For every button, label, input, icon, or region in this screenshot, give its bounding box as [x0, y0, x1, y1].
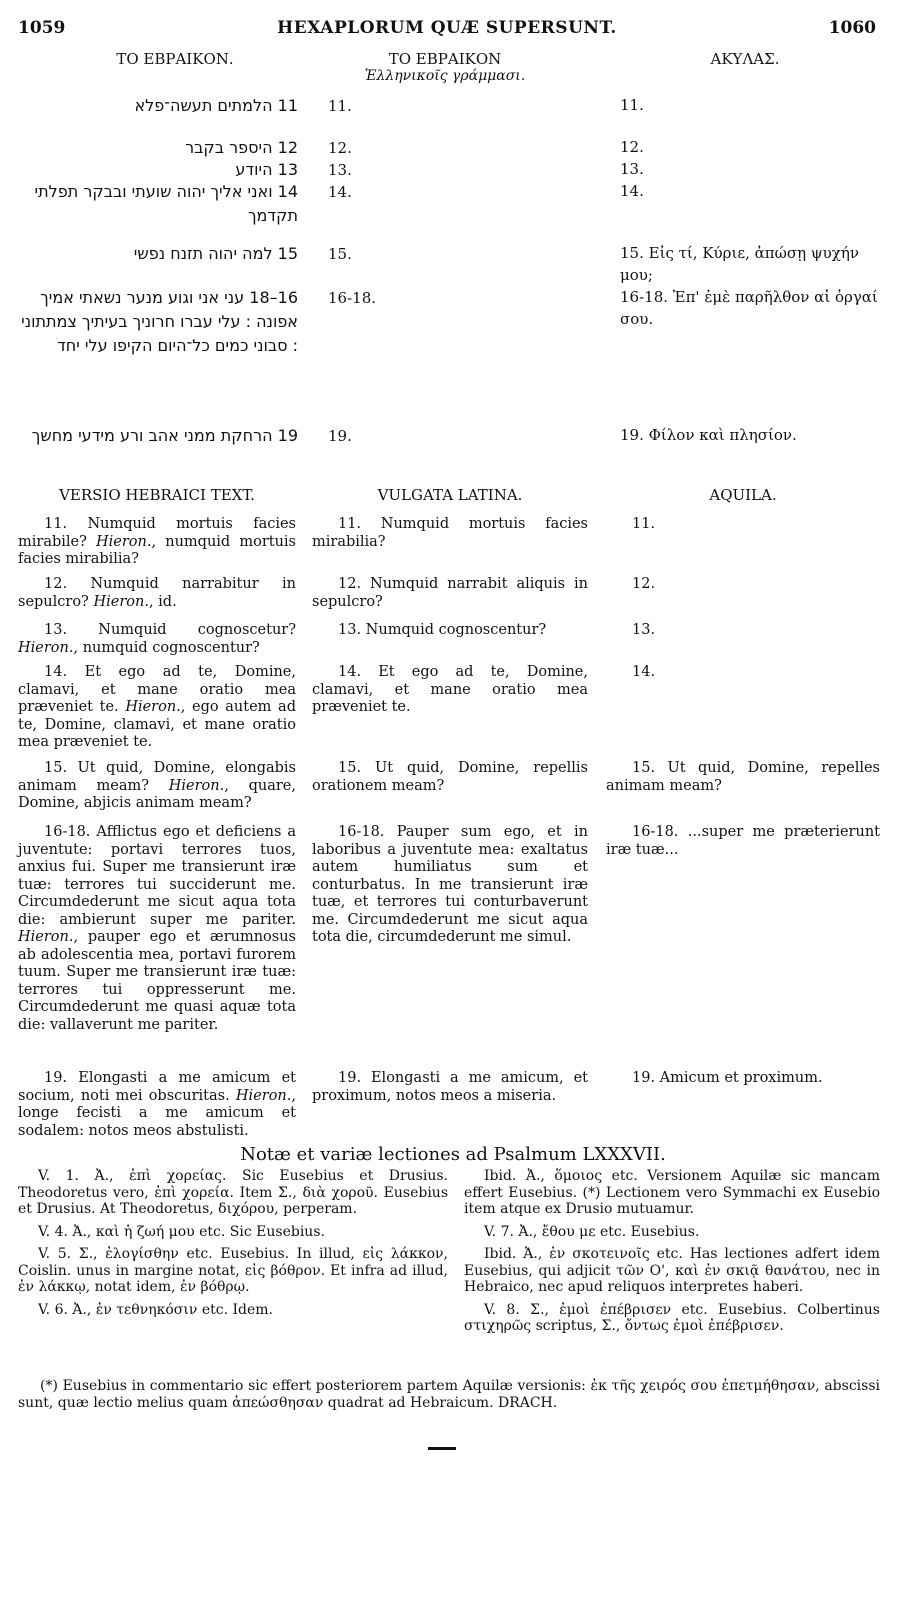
vulgata-verse: 14. Et ego ad te, Domine, clamavi, et mane oratio mea præveniet te. [312, 664, 588, 715]
hebrew-verse: 11 הלמתים תעשה־פלא [134, 96, 298, 115]
hebrew-verse: 19 הרחקת ממני אהב ורע מידעי מחשך [31, 426, 298, 445]
hebrew-verse: 12 היספר בקבר [185, 138, 298, 157]
aquila-latin-verse: 13. [632, 622, 656, 638]
aquila-latin-verse: 14. [632, 664, 656, 680]
note: V. 8. Σ., ἐμοὶ ἐπέβρισεν etc. Eusebius. Colbertinus στιχηρῶς scriptus, Σ., ὄντως ἐμοὶ ἐπέβρισεν. [464, 1301, 880, 1334]
aquila-latin-verse: 19. Amicum et proximum. [632, 1070, 823, 1086]
column-subheading: Ἑλληνικοῖς γράμμασι. [364, 68, 526, 84]
page-number-right: 1060 [828, 18, 876, 38]
note: Ibid. Ἀ., ἐν σκοτεινοῖς etc. Has lectiones adfert idem Eusebius, qui adjicit τῶν Ο', καὶ ἐν σκιᾷ θανάτου, nec in Hebraico, nec apud reliquos interpretes haberi. [464, 1246, 880, 1295]
note: V. 4. Ἀ., καὶ ἡ ζωή μου etc. Sic Eusebius. [38, 1223, 325, 1240]
aquila-verse: 13. [620, 160, 644, 178]
transliteration-verse: 12. [328, 139, 352, 157]
versio-verse: 16-18. Afflictus ego et deficiens a juventute: portavi terrores tuos, anxius fui. Super me transierunt iræ tuæ: terrores tui succiderunt me. Circumdederunt me sicut aqua tota die: ambierunt super me pariter. Hieron., pauper ego et ærumnosus ab adolescentia mea, portavi furorem tuum. Super me transierunt iræ tuæ: terrores tui oppresserunt me. Circumdederunt me quasi aquæ tota die: vallaverunt me pariter. [18, 824, 296, 1033]
transliteration-verse: 16-18. [328, 289, 377, 307]
column-heading-hebrew: ΤΟ ΕΒΡΑΙΚΟΝ. [116, 50, 234, 68]
end-rule [428, 1447, 456, 1450]
aquila-verse: 19. Φίλον καὶ πλησίον. [620, 426, 797, 444]
versio-verse: 13. Numquid cognoscetur? Hieron., numquid cognoscentur? [18, 622, 296, 656]
aquila-latin-verse: 11. [632, 516, 656, 532]
note: V. 7. Ἀ., ἔθου με etc. Eusebius. [484, 1223, 700, 1240]
transliteration-verse: 19. [328, 427, 352, 445]
page-title: HEXAPLORUM QUÆ SUPERSUNT. [277, 18, 617, 38]
aquila-verse: 11. [620, 96, 644, 114]
vulgata-verse: 11. Numquid mortuis facies mirabilia? [312, 516, 588, 550]
footnote: (*) Eusebius in commentario sic effert posteriorem partem Aquilæ versionis: ἐκ τῆς χειρός σου ἐπετμήθησαν, abscissi sunt, quæ lectio melius quam ἀπεώσθησαν quadrat ad Hebraicum. DRACH. [18, 1378, 880, 1411]
note: Ibid. Ἀ., ὅμοιος etc. Versionem Aquilæ sic mancam effert Eusebius. (*) Lectionem vero Symmachi ex Eusebio item atque ex Drusio mutuamur. [464, 1168, 880, 1217]
note: V. 6. Ἀ., ἐν τεθνηκόσιν etc. Idem. [38, 1301, 273, 1318]
transliteration-verse: 11. [328, 97, 352, 115]
vulgata-verse: 19. Elongasti a me amicum, et proximum, notos meos a miseria. [312, 1070, 588, 1104]
column-heading-hebrew-greek: ΤΟ ΕΒΡΑΙΚΟΝ Ἑλληνικοῖς γράμμασι. [310, 50, 580, 84]
aquila-verse: 15. Εἰς τί, Κύριε, ἀπώσῃ ψυχήν μου; [620, 244, 859, 284]
aquila-latin-verse: 15. Ut quid, Domine, repelles animam meam? [606, 760, 880, 794]
column-heading-aquila-latin: AQUILA. [709, 486, 777, 504]
transliteration-verse: 15. [328, 245, 352, 263]
hebrew-verse: 13 היודע [235, 160, 298, 179]
column-heading-aquila-greek: ΑΚΥΛΑΣ. [710, 50, 780, 68]
notes-title: Notæ et variæ lectiones ad Psalmum LXXXVII. [240, 1144, 666, 1165]
column-heading-versio: VERSIO HEBRAICI TEXT. [59, 486, 255, 504]
notes-right-column [464, 1168, 880, 1341]
aquila-verse: 12. [620, 138, 644, 156]
transliteration-verse: 14. [328, 183, 352, 201]
note: V. 1. Ἀ., ἐπὶ χορείας. Sic Eusebius et Drusius. Theodoretus vero, ἐπὶ χορεία. Item Σ., διὰ χοροῦ. Eusebius et Drusius. At Theodoretus, διχόρου, perperam. [18, 1168, 448, 1217]
versio-verse: 12. Numquid narrabitur in sepulcro? Hieron., id. [18, 576, 296, 610]
vulgata-verse: 13. Numquid cognoscentur? [338, 622, 547, 638]
hebrew-verse: 14 ואני אליך יהוה שועתי ובבקר תפלתי תקדמך [34, 182, 298, 225]
aquila-verse: 14. [620, 182, 644, 200]
versio-verse: 19. Elongasti a me amicum et socium, noti mei obscuritas. Hieron., longe fecisti a me amicum et sodalem: notos meos abstulisti. [18, 1070, 296, 1139]
versio-verse: 14. Et ego ad te, Domine, clamavi, et mane oratio mea præveniet te. Hieron., ego autem ad te, Domine, clamavi, et mane oratio mea præveniet te. [18, 664, 296, 750]
running-header [18, 18, 876, 42]
vulgata-verse: 16-18. Pauper sum ego, et in laboribus a juventute mea: exaltatus autem humiliatus sum et conturbatus. In me transierunt iræ tuæ, et terrores tui conturbaverunt me. Circumdederunt me sicut aqua tota die, circumdederunt me simul. [312, 824, 588, 945]
column-heading-vulgata: VULGATA LATINA. [377, 486, 523, 504]
hebrew-verse: 16–18 עני אני וגוע מנער נשאתי אמיך אפונה : עלי עברו חרוניך בעיתיך צמתתוני : סבוני כמים כל־היום הקיפו עלי יחד [21, 288, 298, 355]
hebrew-verse: 15 למה יהוה תזנח נפשי [133, 244, 298, 263]
transliteration-verse: 13. [328, 161, 352, 179]
aquila-verse: 16-18. Ἐπ' ἐμὲ παρῆλθον αἱ ὀργαί σου. [620, 288, 878, 328]
vulgata-verse: 15. Ut quid, Domine, repellis orationem meam? [312, 760, 588, 794]
page-number-left: 1059 [18, 18, 66, 38]
aquila-latin-verse: 12. [632, 576, 656, 592]
note: V. 5. Σ., ἐλογίσθην etc. Eusebius. In illud, εἰς λάκκον, Coislin. unus in margine notat, εἰς βόθρον. Et infra ad illud, ἐν λάκκῳ, notat idem, ἐν βόθρῳ. [18, 1246, 448, 1295]
versio-verse: 15. Ut quid, Domine, elongabis animam meam? Hieron., quare, Domine, abjicis animam meam? [18, 760, 296, 811]
vulgata-verse: 12. Numquid narrabit aliquis in sepulcro? [312, 576, 588, 610]
aquila-latin-verse: 16-18. ...super me præterierunt iræ tuæ... [606, 824, 880, 858]
notes-left-column [18, 1168, 448, 1324]
versio-verse: 11. Numquid mortuis facies mirabile? Hieron., numquid mortuis facies mirabilia? [18, 516, 297, 567]
